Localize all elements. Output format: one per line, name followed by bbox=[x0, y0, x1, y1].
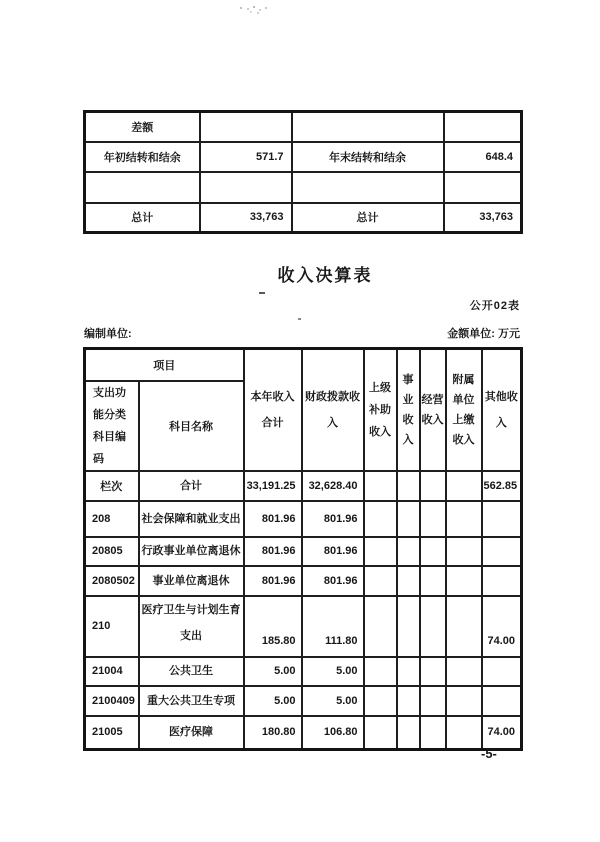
scan-mark bbox=[298, 318, 301, 320]
cell-superior bbox=[364, 471, 397, 501]
cell-superior bbox=[364, 657, 397, 686]
summary-cell-label: 差额 bbox=[85, 112, 200, 142]
cell-other bbox=[482, 657, 522, 686]
summary-cell-label: 年初结转和结余 bbox=[85, 142, 200, 172]
page-number: -5- bbox=[481, 746, 497, 761]
cell-code: 20805 bbox=[85, 537, 139, 566]
cell-year-total: 5.00 bbox=[244, 657, 302, 686]
cell-superior bbox=[364, 596, 397, 657]
cell-code: 21005 bbox=[85, 716, 139, 750]
amount-unit-label: 金额单位: 万元 bbox=[447, 328, 520, 340]
carryover-summary-table bbox=[83, 110, 523, 234]
cell-subject: 公共卫生 bbox=[139, 657, 244, 686]
cell-subject: 重大公共卫生专项 bbox=[139, 686, 244, 716]
cell-business bbox=[397, 596, 420, 657]
cell-other bbox=[482, 686, 522, 716]
cell-fiscal: 5.00 bbox=[302, 686, 364, 716]
cell-year-total: 801.96 bbox=[244, 566, 302, 596]
cell-other bbox=[482, 566, 522, 596]
header-operating-income: 经营收入 bbox=[420, 349, 446, 471]
summary-cell-label bbox=[292, 172, 444, 203]
cell-affiliated bbox=[446, 596, 482, 657]
cell-year-total: 185.80 bbox=[244, 596, 302, 657]
cell-superior bbox=[364, 501, 397, 537]
cell-year-total: 180.80 bbox=[244, 716, 302, 750]
cell-business bbox=[397, 537, 420, 566]
summary-cell-value bbox=[444, 172, 522, 203]
cell-affiliated bbox=[446, 566, 482, 596]
summary-cell-value bbox=[444, 112, 522, 142]
cell-superior bbox=[364, 686, 397, 716]
cell-code: 2080502 bbox=[85, 566, 139, 596]
cell-business bbox=[397, 716, 420, 750]
header-fiscal-appropriation-income: 财政拨款收入 bbox=[302, 349, 364, 471]
summary-cell-value: 33,763 bbox=[444, 203, 522, 233]
cell-other: 74.00 bbox=[482, 716, 522, 750]
summary-cell-value: 648.4 bbox=[444, 142, 522, 172]
summary-cell-label: 年末结转和结余 bbox=[292, 142, 444, 172]
cell-code: 210 bbox=[85, 596, 139, 657]
cell-subject: 行政事业单位离退休 bbox=[139, 537, 244, 566]
cell-affiliated bbox=[446, 537, 482, 566]
cell-affiliated bbox=[446, 686, 482, 716]
scan-smudge-mark bbox=[240, 7, 242, 9]
cell-fiscal: 106.80 bbox=[302, 716, 364, 750]
cell-subject: 医疗保障 bbox=[139, 716, 244, 750]
cell-fiscal: 32,628.40 bbox=[302, 471, 364, 501]
cell-affiliated bbox=[446, 716, 482, 750]
cell-year-total: 801.96 bbox=[244, 501, 302, 537]
cell-affiliated bbox=[446, 501, 482, 537]
cell-other: 74.00 bbox=[482, 596, 522, 657]
cell-operating bbox=[420, 596, 446, 657]
summary-cell-value bbox=[200, 112, 292, 142]
summary-cell-value bbox=[200, 172, 292, 203]
cell-fiscal: 5.00 bbox=[302, 657, 364, 686]
cell-subject: 合计 bbox=[139, 471, 244, 501]
cell-subject: 社会保障和就业支出 bbox=[139, 501, 244, 537]
cell-superior bbox=[364, 716, 397, 750]
header-affiliated-remit-income: 附属单位上缴收入 bbox=[446, 349, 482, 471]
cell-year-total: 5.00 bbox=[244, 686, 302, 716]
header-subject-name: 科目名称 bbox=[139, 381, 244, 471]
cell-other: 562.85 bbox=[482, 471, 522, 501]
cell-subject: 事业单位离退休 bbox=[139, 566, 244, 596]
cell-affiliated bbox=[446, 471, 482, 501]
cell-operating bbox=[420, 686, 446, 716]
doc-title: 收入决算表 bbox=[277, 266, 373, 285]
cell-operating bbox=[420, 501, 446, 537]
income-table bbox=[83, 347, 523, 751]
cell-code: 208 bbox=[85, 501, 139, 537]
cell-operating bbox=[420, 716, 446, 750]
prepared-by-label: 编制单位: bbox=[84, 328, 132, 340]
cell-code: 栏次 bbox=[85, 471, 139, 501]
summary-cell-label: 总计 bbox=[85, 203, 200, 233]
cell-superior bbox=[364, 537, 397, 566]
cell-other bbox=[482, 537, 522, 566]
cell-affiliated bbox=[446, 657, 482, 686]
cell-superior bbox=[364, 566, 397, 596]
header-business-income: 事业收入 bbox=[397, 349, 420, 471]
cell-subject: 医疗卫生与计划生育支出 bbox=[139, 596, 244, 657]
summary-cell-label: 总计 bbox=[292, 203, 444, 233]
cell-business bbox=[397, 566, 420, 596]
summary-cell-value: 571.7 bbox=[200, 142, 292, 172]
summary-cell-label bbox=[292, 112, 444, 142]
cell-business bbox=[397, 471, 420, 501]
cell-year-total: 33,191.25 bbox=[244, 471, 302, 501]
header-project: 项目 bbox=[85, 349, 244, 381]
header-year-income-total: 本年收入合计 bbox=[244, 349, 302, 471]
cell-operating bbox=[420, 537, 446, 566]
summary-cell-value: 33,763 bbox=[200, 203, 292, 233]
header-function-code: 支出功能分类科目编码 bbox=[85, 381, 139, 471]
cell-other bbox=[482, 501, 522, 537]
cell-year-total: 801.96 bbox=[244, 537, 302, 566]
cell-operating bbox=[420, 471, 446, 501]
cell-operating bbox=[420, 657, 446, 686]
cell-business bbox=[397, 501, 420, 537]
cell-business bbox=[397, 686, 420, 716]
cell-fiscal: 111.80 bbox=[302, 596, 364, 657]
cell-fiscal: 801.96 bbox=[302, 537, 364, 566]
cell-fiscal: 801.96 bbox=[302, 566, 364, 596]
cell-business bbox=[397, 657, 420, 686]
cell-code: 2100409 bbox=[85, 686, 139, 716]
cell-operating bbox=[420, 566, 446, 596]
header-other-income: 其他收入 bbox=[482, 349, 522, 471]
table-number: 公开02表 bbox=[469, 300, 520, 312]
scan-mark bbox=[259, 292, 265, 294]
header-superior-subsidy-income: 上级补助收入 bbox=[364, 349, 397, 471]
summary-cell-label bbox=[85, 172, 200, 203]
cell-code: 21004 bbox=[85, 657, 139, 686]
cell-fiscal: 801.96 bbox=[302, 501, 364, 537]
